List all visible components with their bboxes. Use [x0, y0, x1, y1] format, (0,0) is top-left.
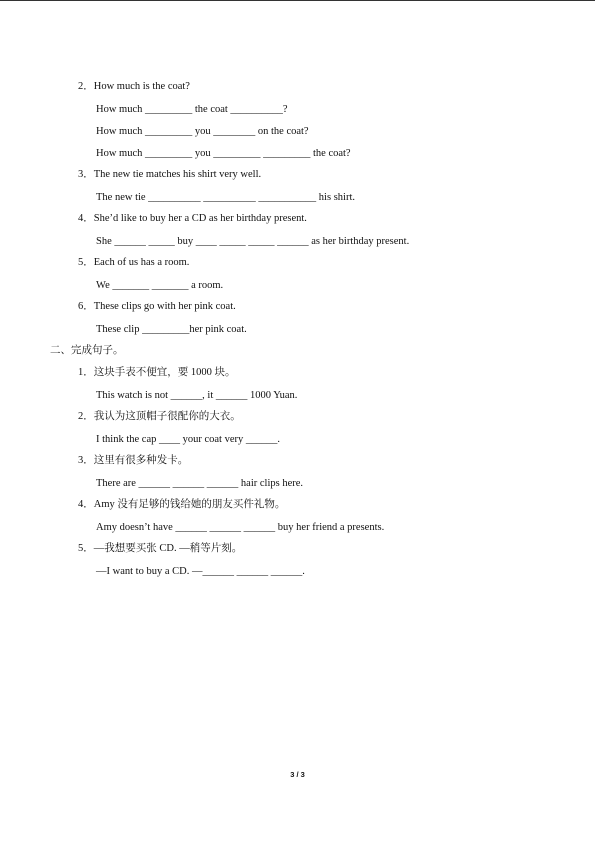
- question-4-line-1: She ______ _____ buy ____ _____ _____ ______ as her birthday present.: [96, 236, 410, 247]
- question-4-prompt: 4．She’d like to buy her a CD as her birthday present.: [78, 213, 307, 224]
- question-6-prompt: 6．These clips go with her pink coat.: [78, 301, 236, 312]
- sentence-5-line: —I want to buy a CD. —______ ______ ______.: [96, 566, 305, 577]
- question-5-line-1: We _______ _______ a room.: [96, 280, 224, 291]
- page-top-border: [0, 0, 595, 1]
- question-2-line-3: How much _________ you _________ _________ the coat?: [96, 148, 351, 159]
- sentence-4-prompt: 4．Amy 没有足够的钱给她的朋友买件礼物。: [78, 499, 286, 510]
- sentence-4-line: Amy doesn’t have ______ ______ ______ buy her friend a presents.: [96, 522, 385, 533]
- question-6-line-1: These clip _________her pink coat.: [96, 324, 247, 335]
- sentence-1-line: This watch is not ______, it ______ 1000 Yuan.: [96, 390, 298, 401]
- question-2-prompt: 2．How much is the coat?: [78, 81, 190, 92]
- sentence-1-prompt: 1．这块手表不便宜，要 1000 块。: [78, 367, 236, 378]
- question-2-line-2: How much _________ you ________ on the coat?: [96, 126, 309, 137]
- sentence-3-prompt: 3．这里有很多种发卡。: [78, 455, 189, 466]
- question-3-line-1: The new tie __________ __________ ___________ his shirt.: [96, 192, 355, 203]
- sentence-2-line: I think the cap ____ your coat very ______.: [96, 434, 280, 445]
- question-3-prompt: 3．The new tie matches his shirt very well.: [78, 169, 262, 180]
- sentence-5-prompt: 5．—我想要买张 CD. —稍等片刻。: [78, 543, 243, 554]
- section-heading-complete-sentences: 二、完成句子。: [50, 345, 124, 356]
- sentence-3-line: There are ______ ______ ______ hair clips here.: [96, 478, 304, 489]
- page-number: 3 / 3: [290, 770, 305, 779]
- question-5-prompt: 5．Each of us has a room.: [78, 257, 190, 268]
- question-2-line-1: How much _________ the coat __________?: [96, 104, 288, 115]
- sentence-2-prompt: 2．我认为这顶帽子很配你的大衣。: [78, 411, 241, 422]
